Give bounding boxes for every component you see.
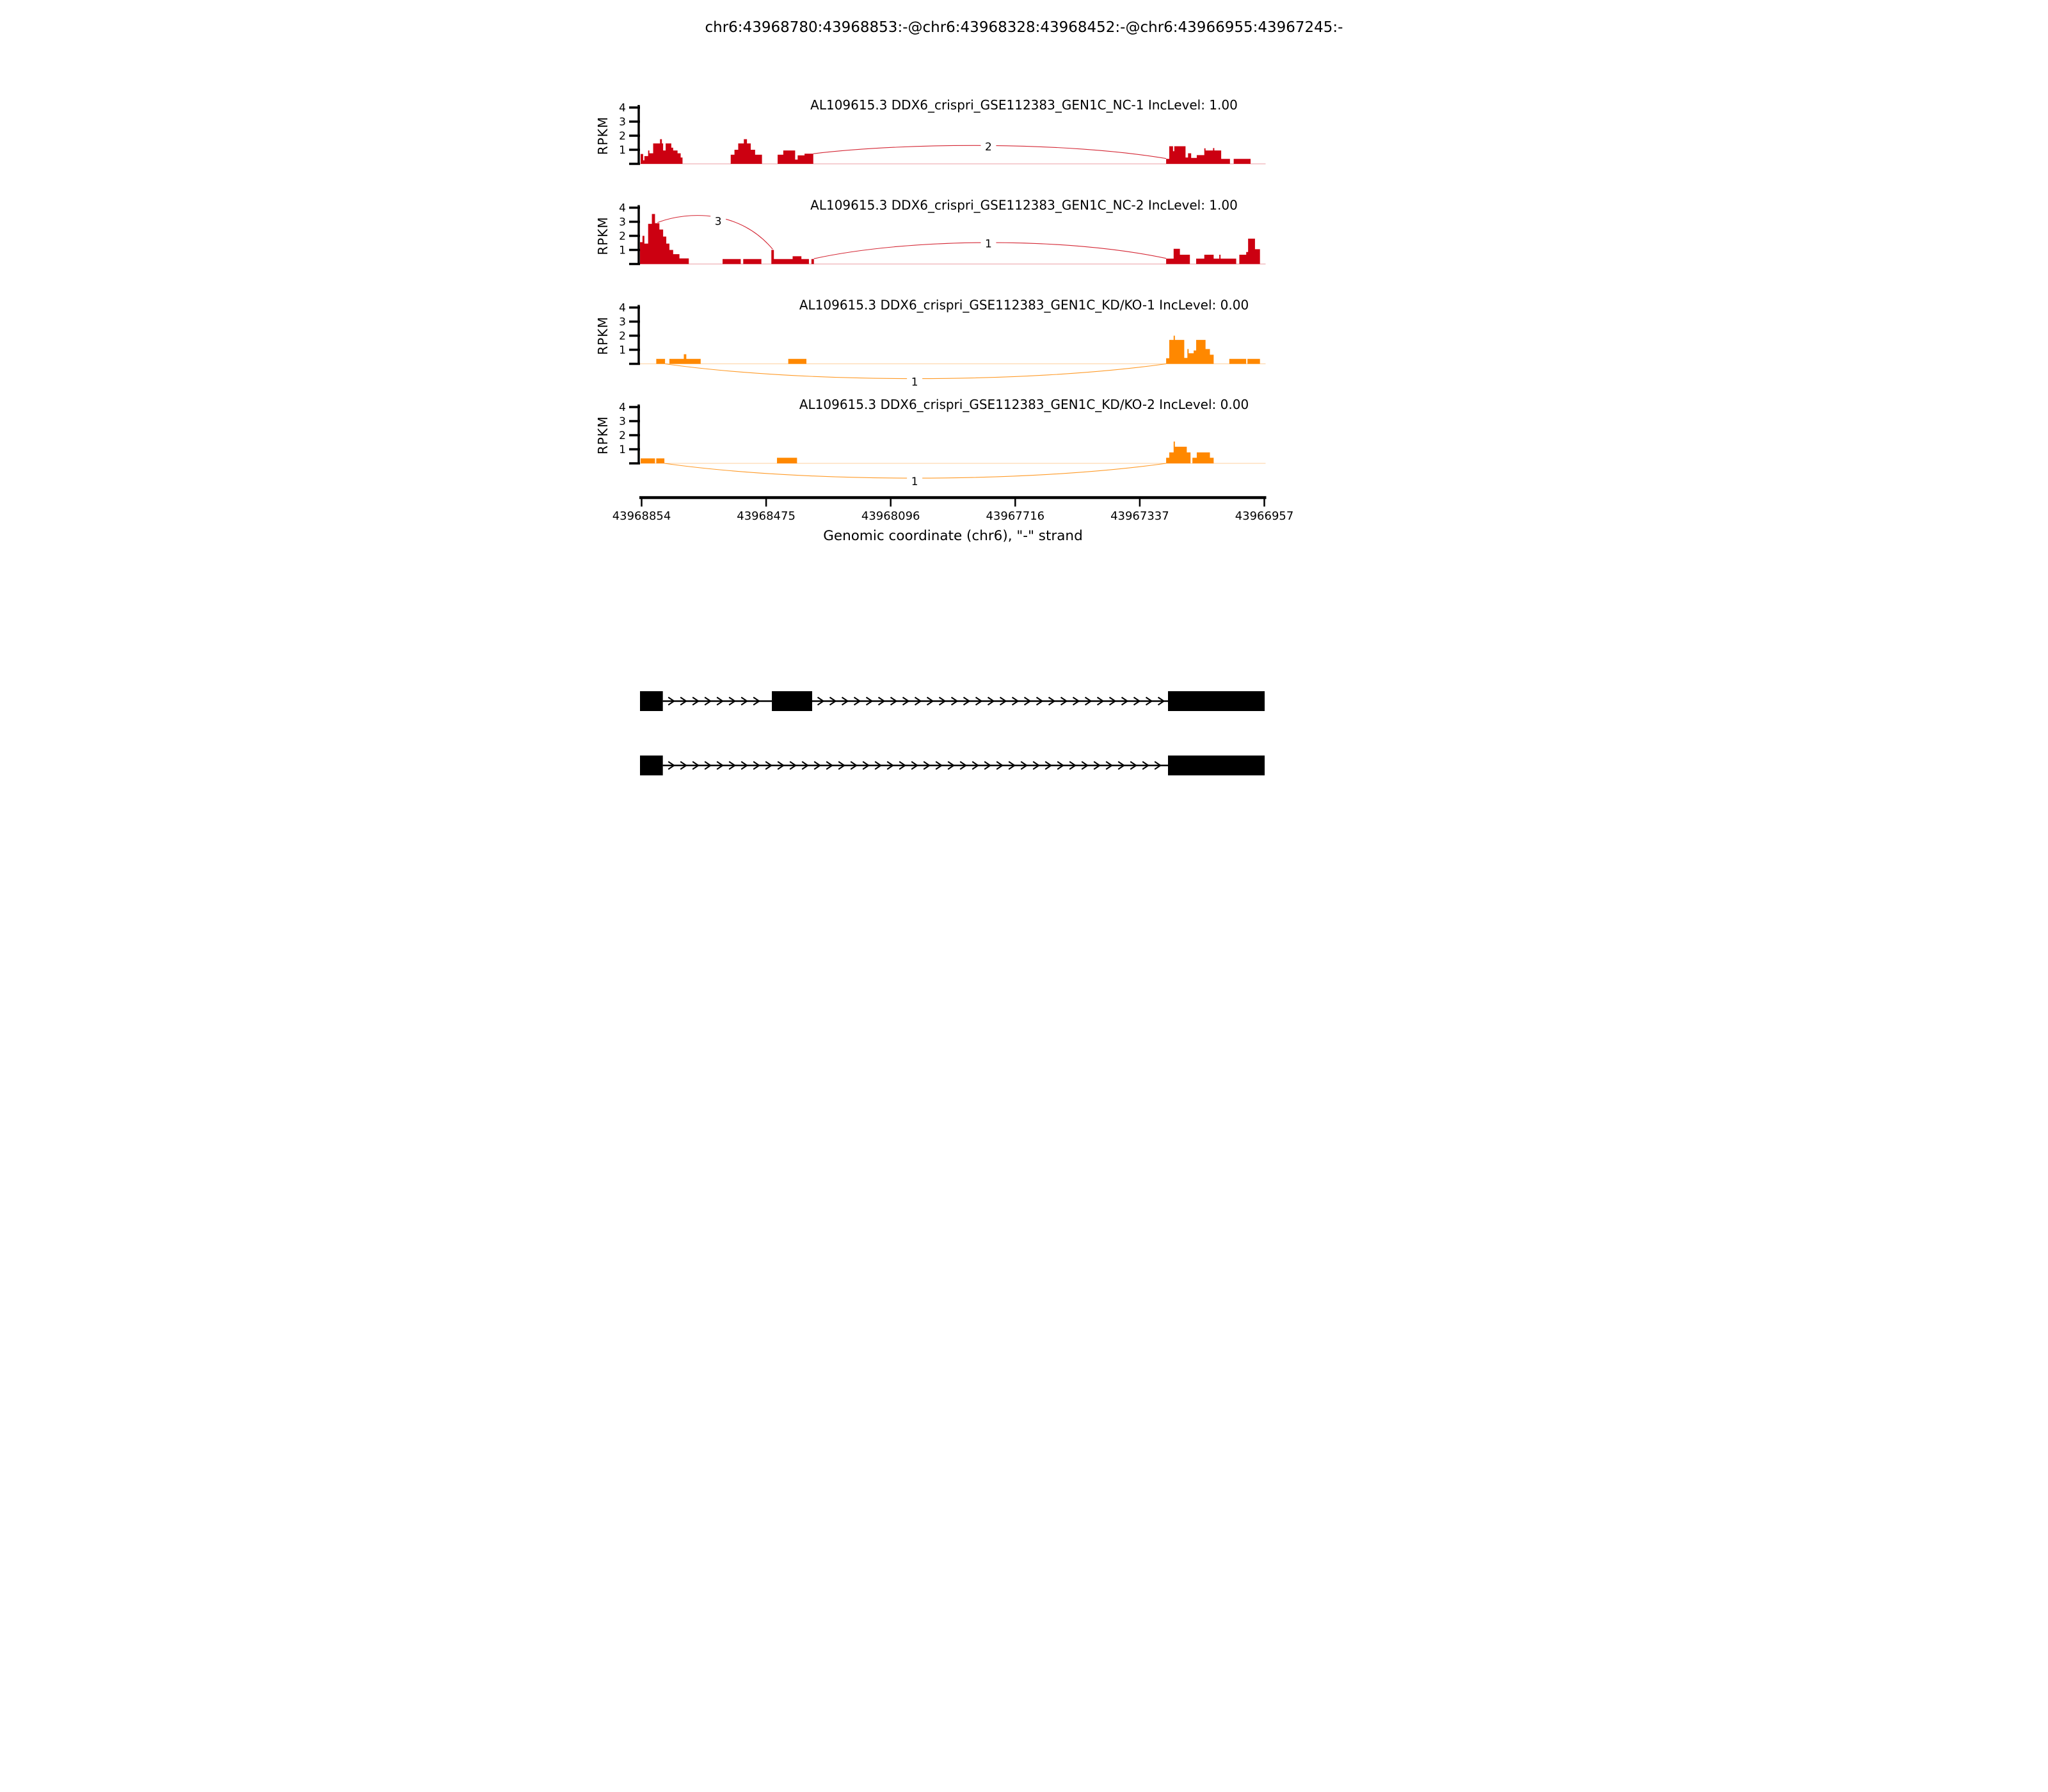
isoform-model	[640, 756, 1265, 776]
junction-read-count: 2	[985, 141, 992, 154]
rpkm-tick-label: 4	[619, 401, 626, 414]
exon-block	[640, 691, 663, 711]
sashimi-track	[595, 397, 1266, 488]
rpkm-tick-label: 4	[619, 301, 626, 315]
rpkm-tick-label: 1	[619, 144, 626, 157]
junction-read-count: 1	[911, 376, 918, 389]
rpkm-tick-label: 4	[619, 202, 626, 215]
figure-title: chr6:43968780:43968853:-@chr6:43968328:43968452:-@chr6:43966955:43967245:-	[705, 19, 1343, 36]
rpkm-tick-label: 3	[619, 116, 626, 129]
junction-read-count: 1	[911, 476, 918, 489]
rpkm-axis-label: RPKM	[595, 415, 611, 455]
rpkm-tick-label: 2	[619, 130, 626, 143]
transcript-models-layer	[640, 691, 1265, 776]
sashimi-track	[595, 198, 1266, 266]
figure-canvas	[512, 0, 1536, 896]
rpkm-tick-label: 3	[619, 216, 626, 229]
rpkm-tick-label: 2	[619, 330, 626, 343]
genomic-coordinate-tick-label: 43967337	[1110, 509, 1169, 523]
sample-track-title: AL109615.3 DDX6_crispri_GSE112383_GEN1C_NC-1 IncLevel: 1.00	[810, 97, 1238, 113]
rpkm-tick-label: 1	[619, 444, 626, 456]
junction-read-count: 3	[714, 215, 722, 228]
sashimi-track	[595, 298, 1266, 389]
genomic-axis-title: Genomic coordinate (chr6), "-" strand	[823, 528, 1083, 544]
read-coverage-area	[641, 140, 1251, 164]
rpkm-tick-label: 3	[619, 415, 626, 428]
genomic-coordinate-tick-label: 43968096	[861, 509, 920, 523]
genomic-coordinate-tick-label: 43966957	[1235, 509, 1294, 523]
sample-track-title: AL109615.3 DDX6_crispri_GSE112383_GEN1C_NC-2 IncLevel: 1.00	[810, 197, 1238, 213]
genomic-coordinate-tick-label: 43967716	[986, 509, 1045, 523]
genomic-coordinate-tick-label: 43968854	[612, 509, 671, 523]
sashimi-track	[595, 97, 1266, 165]
rpkm-tick-label: 1	[619, 244, 626, 257]
rpkm-tick-label: 1	[619, 344, 626, 357]
coverage-tracks-layer	[595, 97, 1266, 488]
genomic-coordinate-tick-label: 43968475	[737, 509, 796, 523]
rpkm-tick-label: 2	[619, 429, 626, 442]
exon-block	[640, 756, 663, 776]
rpkm-tick-label: 4	[619, 102, 626, 115]
read-coverage-area	[641, 442, 1213, 463]
rpkm-axis-label: RPKM	[595, 116, 611, 156]
exon-block	[772, 691, 812, 711]
exon-block	[1168, 756, 1265, 776]
rpkm-axis-label: RPKM	[595, 216, 611, 255]
rpkm-tick-label: 3	[619, 316, 626, 329]
isoform-model	[640, 691, 1265, 711]
sashimi-plot-figure	[512, 0, 1536, 896]
sample-track-title: AL109615.3 DDX6_crispri_GSE112383_GEN1C_KD/KO-2 IncLevel: 0.00	[799, 397, 1249, 412]
sample-track-title: AL109615.3 DDX6_crispri_GSE112383_GEN1C_KD/KO-1 IncLevel: 0.00	[799, 297, 1249, 313]
genomic-axis-layer	[612, 498, 1294, 545]
rpkm-axis-label: RPKM	[595, 316, 611, 355]
read-coverage-area	[656, 336, 1260, 364]
junction-read-count: 1	[985, 237, 992, 251]
rpkm-tick-label: 2	[619, 230, 626, 243]
exon-block	[1168, 691, 1265, 711]
